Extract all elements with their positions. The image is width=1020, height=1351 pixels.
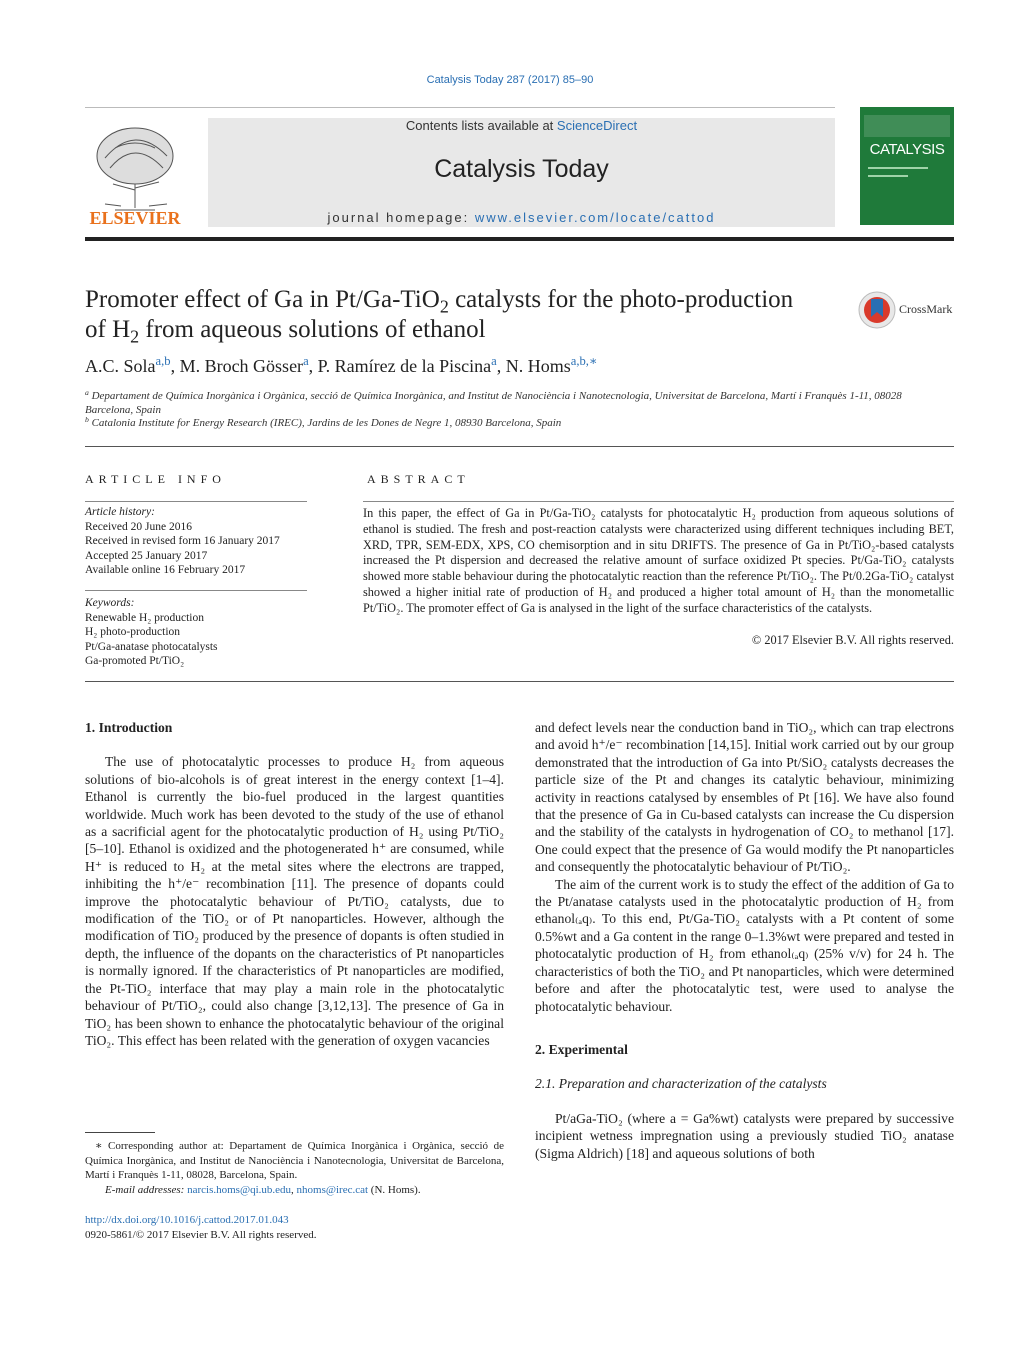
cover-line <box>868 175 908 177</box>
journal-cover[interactable] <box>860 107 954 225</box>
title-part: of H <box>85 316 131 343</box>
issn-line: 0920-5861/© 2017 Elsevier B.V. All rights reserved. <box>85 1228 317 1241</box>
title-part: Promoter effect of Ga in Pt/Ga-TiO <box>85 286 440 313</box>
keyword: Pt/Ga-anatase photocatalysts <box>85 640 218 653</box>
spacer <box>85 736 504 753</box>
keyword: Renewable H₂ production <box>85 611 204 624</box>
elsevier-logo <box>85 118 185 228</box>
email-link[interactable]: narcis.homs@qi.ub.edu <box>187 1183 292 1196</box>
paragraph: Pt/aGa-TiO₂ (where a = Ga%wt) catalysts were prepared by successive incipient wetness impregnation using a previously studied TiO₂ anatase (Sigma Aldrich) [18] and aqueous solutions of both <box>535 1110 954 1161</box>
divider <box>85 446 954 447</box>
email-line: E-mail addresses: narcis.homs@qi.ub.edu, nhoms@irec.cat (N. Homs). <box>105 1183 421 1196</box>
spacer <box>535 1058 954 1075</box>
journal-homepage <box>208 210 835 225</box>
crossmark-icon <box>858 290 898 330</box>
author-list: A.C. Sola$^{a,b}$, M. Broch Gösser$^a$, P. Ramírez de la Piscina$^a$, N. Homs$^{a,b,∗}$ <box>85 354 598 376</box>
author-affiliation-marker[interactable]: a,b,∗ <box>570 354 598 369</box>
email-suffix: (N. Homs). <box>368 1183 421 1196</box>
article-info-heading: ARTICLE INFO <box>85 472 226 486</box>
crossmark-badge[interactable] <box>858 290 958 330</box>
homepage-link[interactable]: www.elsevier.com/locate/cattod <box>474 210 716 225</box>
abstract-text: In this paper, the effect of Ga in Pt/Ga-TiO₂ catalysts for photocatalytic H₂ production from aqueous solutions of ethanol is studied. The fresh and post-reaction catalysts were characterized using different techniques including BET, XRD, TPR, SEM-EDX, XPS, CO chemisorption and in situ DRIFTS. The presence of Ga in Pt/TiO₂-based catalysts increased the Pt dispersion and decreased the relative amount of surface oxidized Pt species. Pt/Ga-TiO₂ catalysts showed more stable behaviour during the photocatalytic reaction than the reference Pt/TiO₂. The Pt/0.2Ga-TiO₂ catalyst showed a higher initial rate of production of H₂ and produced a higher total amount of H₂ than the monometallic Pt/TiO₂. The promoter effect of Ga is analysed in the light of the surface characteristics of the catalysts. <box>363 506 954 615</box>
history-item: Received in revised form 16 January 2017 <box>85 535 280 547</box>
contents-prefix: Contents lists available at <box>405 118 557 133</box>
affiliation-marker: b <box>85 414 89 424</box>
crossmark-label: CrossMark <box>899 302 953 316</box>
author-affiliation-marker[interactable]: a <box>303 354 309 369</box>
spacer <box>535 1015 954 1041</box>
keywords <box>85 596 307 669</box>
section-heading: 1. Introduction <box>85 720 173 735</box>
paragraph: and defect levels near the conduction band in TiO₂, which can trap electrons and avoid h⁺/e⁻ recombination [14,15]. Initial work carried out by our group demonstrated that the introduction of Ga into Pt/SiO₂ catalysts decreases the particle size of the Pt and changes its catalytic behaviour, minimizing activity in reactions catalysed by ensembles of Pt [16]. We have also found that the presence of Ga in Cu-based catalysts can increase the Cu dispersion and the stability of the catalysts in hydrogenation of CO₂ to methanol [17]. One could expect that the presence of Ga would modify the Pt nanoparticles and consequently the photocatalytic behaviour of Pt/TiO₂. <box>535 720 954 875</box>
title-subscript: 2 <box>130 326 140 347</box>
header-rule <box>85 107 835 108</box>
keywords-label: Keywords: <box>85 597 135 609</box>
journal-reference[interactable]: Catalysis Today 287 (2017) 85–90 <box>426 74 594 86</box>
keyword: Ga-promoted Pt/TiO₂ <box>85 655 185 667</box>
paragraph: The aim of the current work is to study the effect of the addition of Ga to the Pt/anatase catalysts used in the photocatalytic production of H₂ from ethanol₍ₐq₎. To this end, Pt/Ga-TiO₂ catalysts with a Pt content of some 0.5%wt and a Ga content in the range 0–1.3%wt were prepared and tested in photocatalytic production of H₂ from ethanol₍ₐq₎ (25% v/v) for 24 h. The characteristics of both the TiO₂ and Pt nanoparticles, which were determined before and after the photocatalytic test, were used to analyse the photocatalytic behaviour. <box>535 876 954 1014</box>
header-thick-rule <box>85 237 954 241</box>
footnote <box>85 1139 504 1197</box>
author-affiliation-marker[interactable]: a,b <box>155 354 171 369</box>
footnote-rule <box>85 1132 155 1133</box>
history-item: Accepted 25 January 2017 <box>85 549 208 562</box>
title-part: from aqueous solutions of ethanol <box>139 316 486 343</box>
affiliation-a <box>85 389 945 417</box>
history-item: Received 20 June 2016 <box>85 520 192 533</box>
cover-band <box>864 115 950 137</box>
cover-title: CATALYSIS <box>869 141 945 158</box>
title-subscript: 2 <box>439 296 449 317</box>
divider <box>85 590 307 591</box>
spacer <box>535 1093 954 1110</box>
section-heading: 2. Experimental <box>535 1041 628 1057</box>
article-title <box>85 285 845 345</box>
cover-line <box>868 167 928 169</box>
email-label: E-mail addresses: <box>105 1183 188 1196</box>
affiliation-marker: a <box>85 387 89 397</box>
history-item: Available online 16 February 2017 <box>85 564 246 576</box>
journal-name: Catalysis Today <box>434 155 609 183</box>
left-column <box>85 719 504 1049</box>
right-column <box>535 719 954 1162</box>
divider <box>363 501 954 502</box>
author-name[interactable]: P. Ramírez de la Piscina <box>317 356 492 376</box>
title-part: catalysts for the photo-production <box>448 286 794 313</box>
affiliation-b-text: Catalonia Institute for Energy Research (IREC), Jardins de les Dones de Negre 1, 08930 Barcelona, Spain <box>91 417 562 429</box>
corresponding-author: ∗ Corresponding author at: Departament de Química Inorgànica i Orgànica, secció de Química Inorgànica, and Institut de Nanociència i Nanotecnologia, Universitat de Barcelona, Martí i Franquès 1-11, 08028, Barcelona, Spain. <box>85 1140 504 1181</box>
sciencedirect-link[interactable]: ScienceDirect <box>556 118 638 133</box>
abstract-heading: ABSTRACT <box>367 472 470 486</box>
contents-line <box>208 118 835 133</box>
keyword: H₂ photo-production <box>85 626 181 638</box>
publisher-name: ELSEVIER <box>89 208 181 228</box>
doi-link[interactable]: http://dx.doi.org/10.1016/j.cattod.2017.01.043 <box>85 1214 289 1226</box>
author-name[interactable]: N. Homs <box>505 356 571 376</box>
doi-block <box>85 1213 317 1242</box>
subsection-heading: 2.1. Preparation and characterization of the catalysts <box>535 1076 827 1092</box>
paragraph: The use of photocatalytic processes to produce H₂ from aqueous solutions of bio-alcohols is of great interest in the energy context [1–4]. Ethanol is currently the bio-fuel produced in the largest quantities worldwide. Much work has been devoted to the study of the use of ethanol as a sacrificial agent for the photocatalytic production of H₂ using Pt/TiO₂ [5–10]. Ethanol is oxidized and the photogenerated h⁺ are consumed, while H⁺ is reduced to H₂ at the metal sites where the electrons are trapped, inhibiting the h⁺/e⁻ recombination [11]. The presence of dopants could improve the photocatalytic behaviour of Pt/TiO₂ catalysts, due to modification of the TiO₂ or of Pt nanoparticles. However, although the modification of TiO₂ produced by the presence of dopants is often studied in depth, the influence of the dopants on the characteristics of Pt nanoparticles is normally ignored. If the characteristics of Pt nanoparticles are modified, the Pt-TiO₂ interface that may play a main role in the photocatalytic behaviour of Pt/TiO₂, could also change [3,12,13]. The presence of Ga in TiO₂ has been shown to enhance the photocatalytic behaviour of the original TiO₂. This effect has been related with the generation of oxygen vacancies <box>85 754 504 1048</box>
affiliation-a-text: Departament de Química Inorgànica i Orgànica, secció de Química Inorgànica, and Institut de Nanociència i Nanotecnologia, Universitat de Barcelona, Martí i Franquès 1-11, 08028 Barcelona, Spain <box>85 390 902 416</box>
divider <box>85 501 307 502</box>
copyright: © 2017 Elsevier B.V. All rights reserved. <box>751 633 954 647</box>
divider <box>85 681 954 682</box>
author-name[interactable]: M. Broch Gösser <box>179 356 304 376</box>
email-link[interactable]: nhoms@irec.cat <box>296 1183 369 1196</box>
affiliation-b <box>85 414 945 429</box>
author-affiliation-marker[interactable]: a <box>491 354 497 369</box>
author-name[interactable]: A.C. Sola <box>85 356 156 376</box>
history-label: Article history: <box>85 506 155 518</box>
homepage-prefix: journal homepage: <box>327 210 475 225</box>
article-history <box>85 505 307 578</box>
